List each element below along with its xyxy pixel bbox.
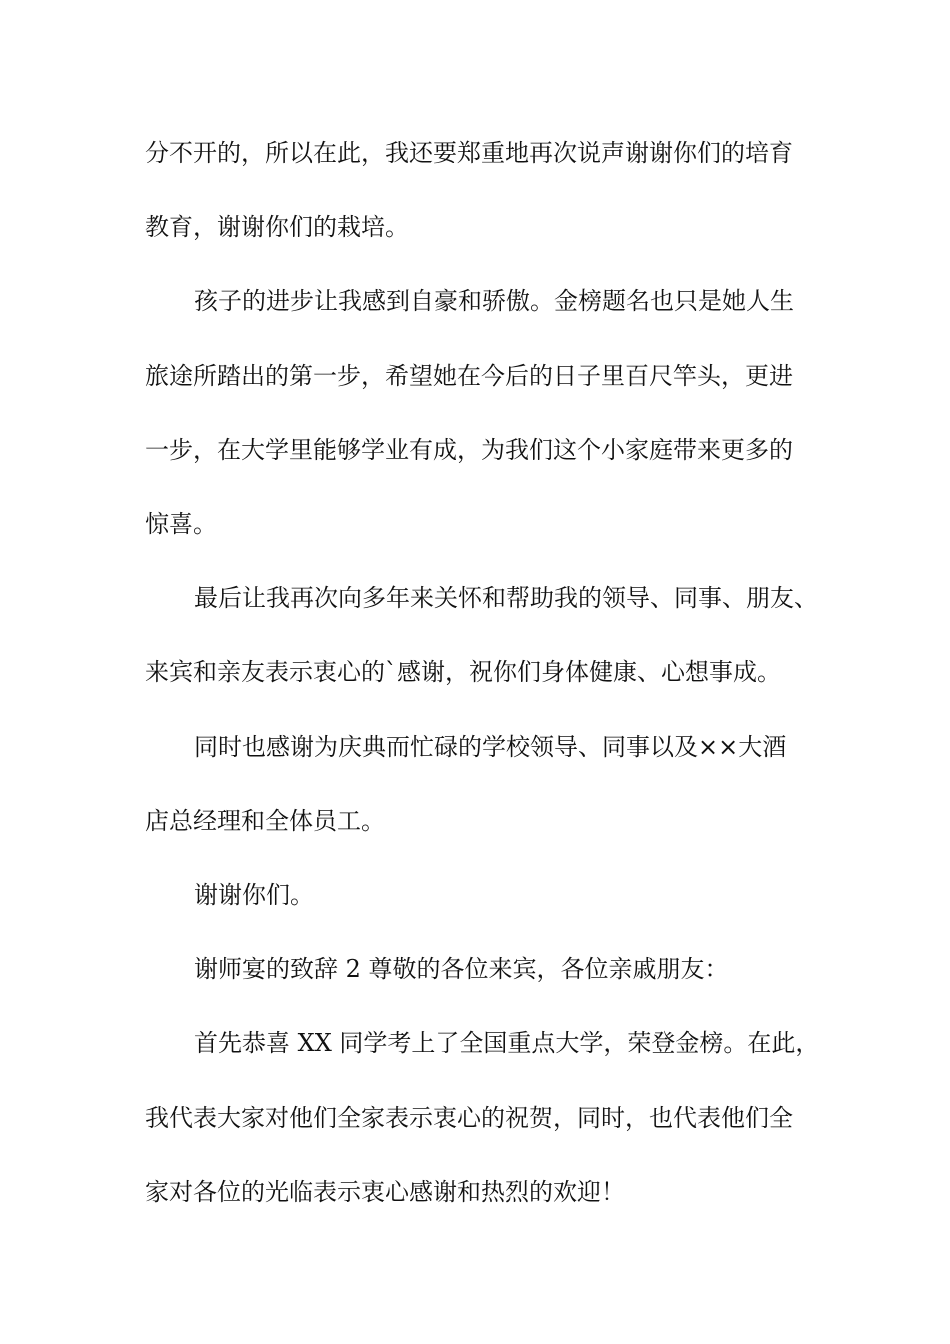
text-line: 来宾和亲友表示衷心的`感谢，祝你们身体健康、心想事成。 xyxy=(145,658,781,686)
text-line: 一步，在大学里能够学业有成，为我们这个小家庭带来更多的 xyxy=(145,436,793,464)
paragraph-first-line: 孩子的进步让我感到自豪和骄傲。金榜题名也只是她人生 xyxy=(194,287,794,315)
paragraph-first-line: 同时也感谢为庆典而忙碌的学校领导、同事以及××大酒 xyxy=(194,733,787,761)
paragraph-first-line: 首先恭喜 XX 同学考上了全国重点大学，荣登金榜。在此， xyxy=(194,1029,820,1057)
text-line: 家对各位的光临表示衷心感谢和热烈的欢迎！ xyxy=(145,1178,625,1206)
text-line: 店总经理和全体员工。 xyxy=(145,807,385,835)
text-line: 旅途所踏出的第一步，希望她在今后的日子里百尺竿头，更进 xyxy=(145,362,793,390)
paragraph-first-line: 谢谢你们。 xyxy=(194,881,314,909)
text-line: 惊喜。 xyxy=(145,510,217,538)
paragraph-first-line: 最后让我再次向多年来关怀和帮助我的领导、同事、朋友、 xyxy=(194,584,818,612)
text-line: 分不开的，所以在此，我还要郑重地再次说声谢谢你们的培育 xyxy=(145,139,793,167)
text-line: 教育，谢谢你们的栽培。 xyxy=(145,213,409,241)
text-line: 我代表大家对他们全家表示衷心的祝贺，同时，也代表他们全 xyxy=(145,1104,793,1132)
section-heading-line: 谢师宴的致辞 2 尊敬的各位来宾，各位亲戚朋友： xyxy=(194,955,729,983)
